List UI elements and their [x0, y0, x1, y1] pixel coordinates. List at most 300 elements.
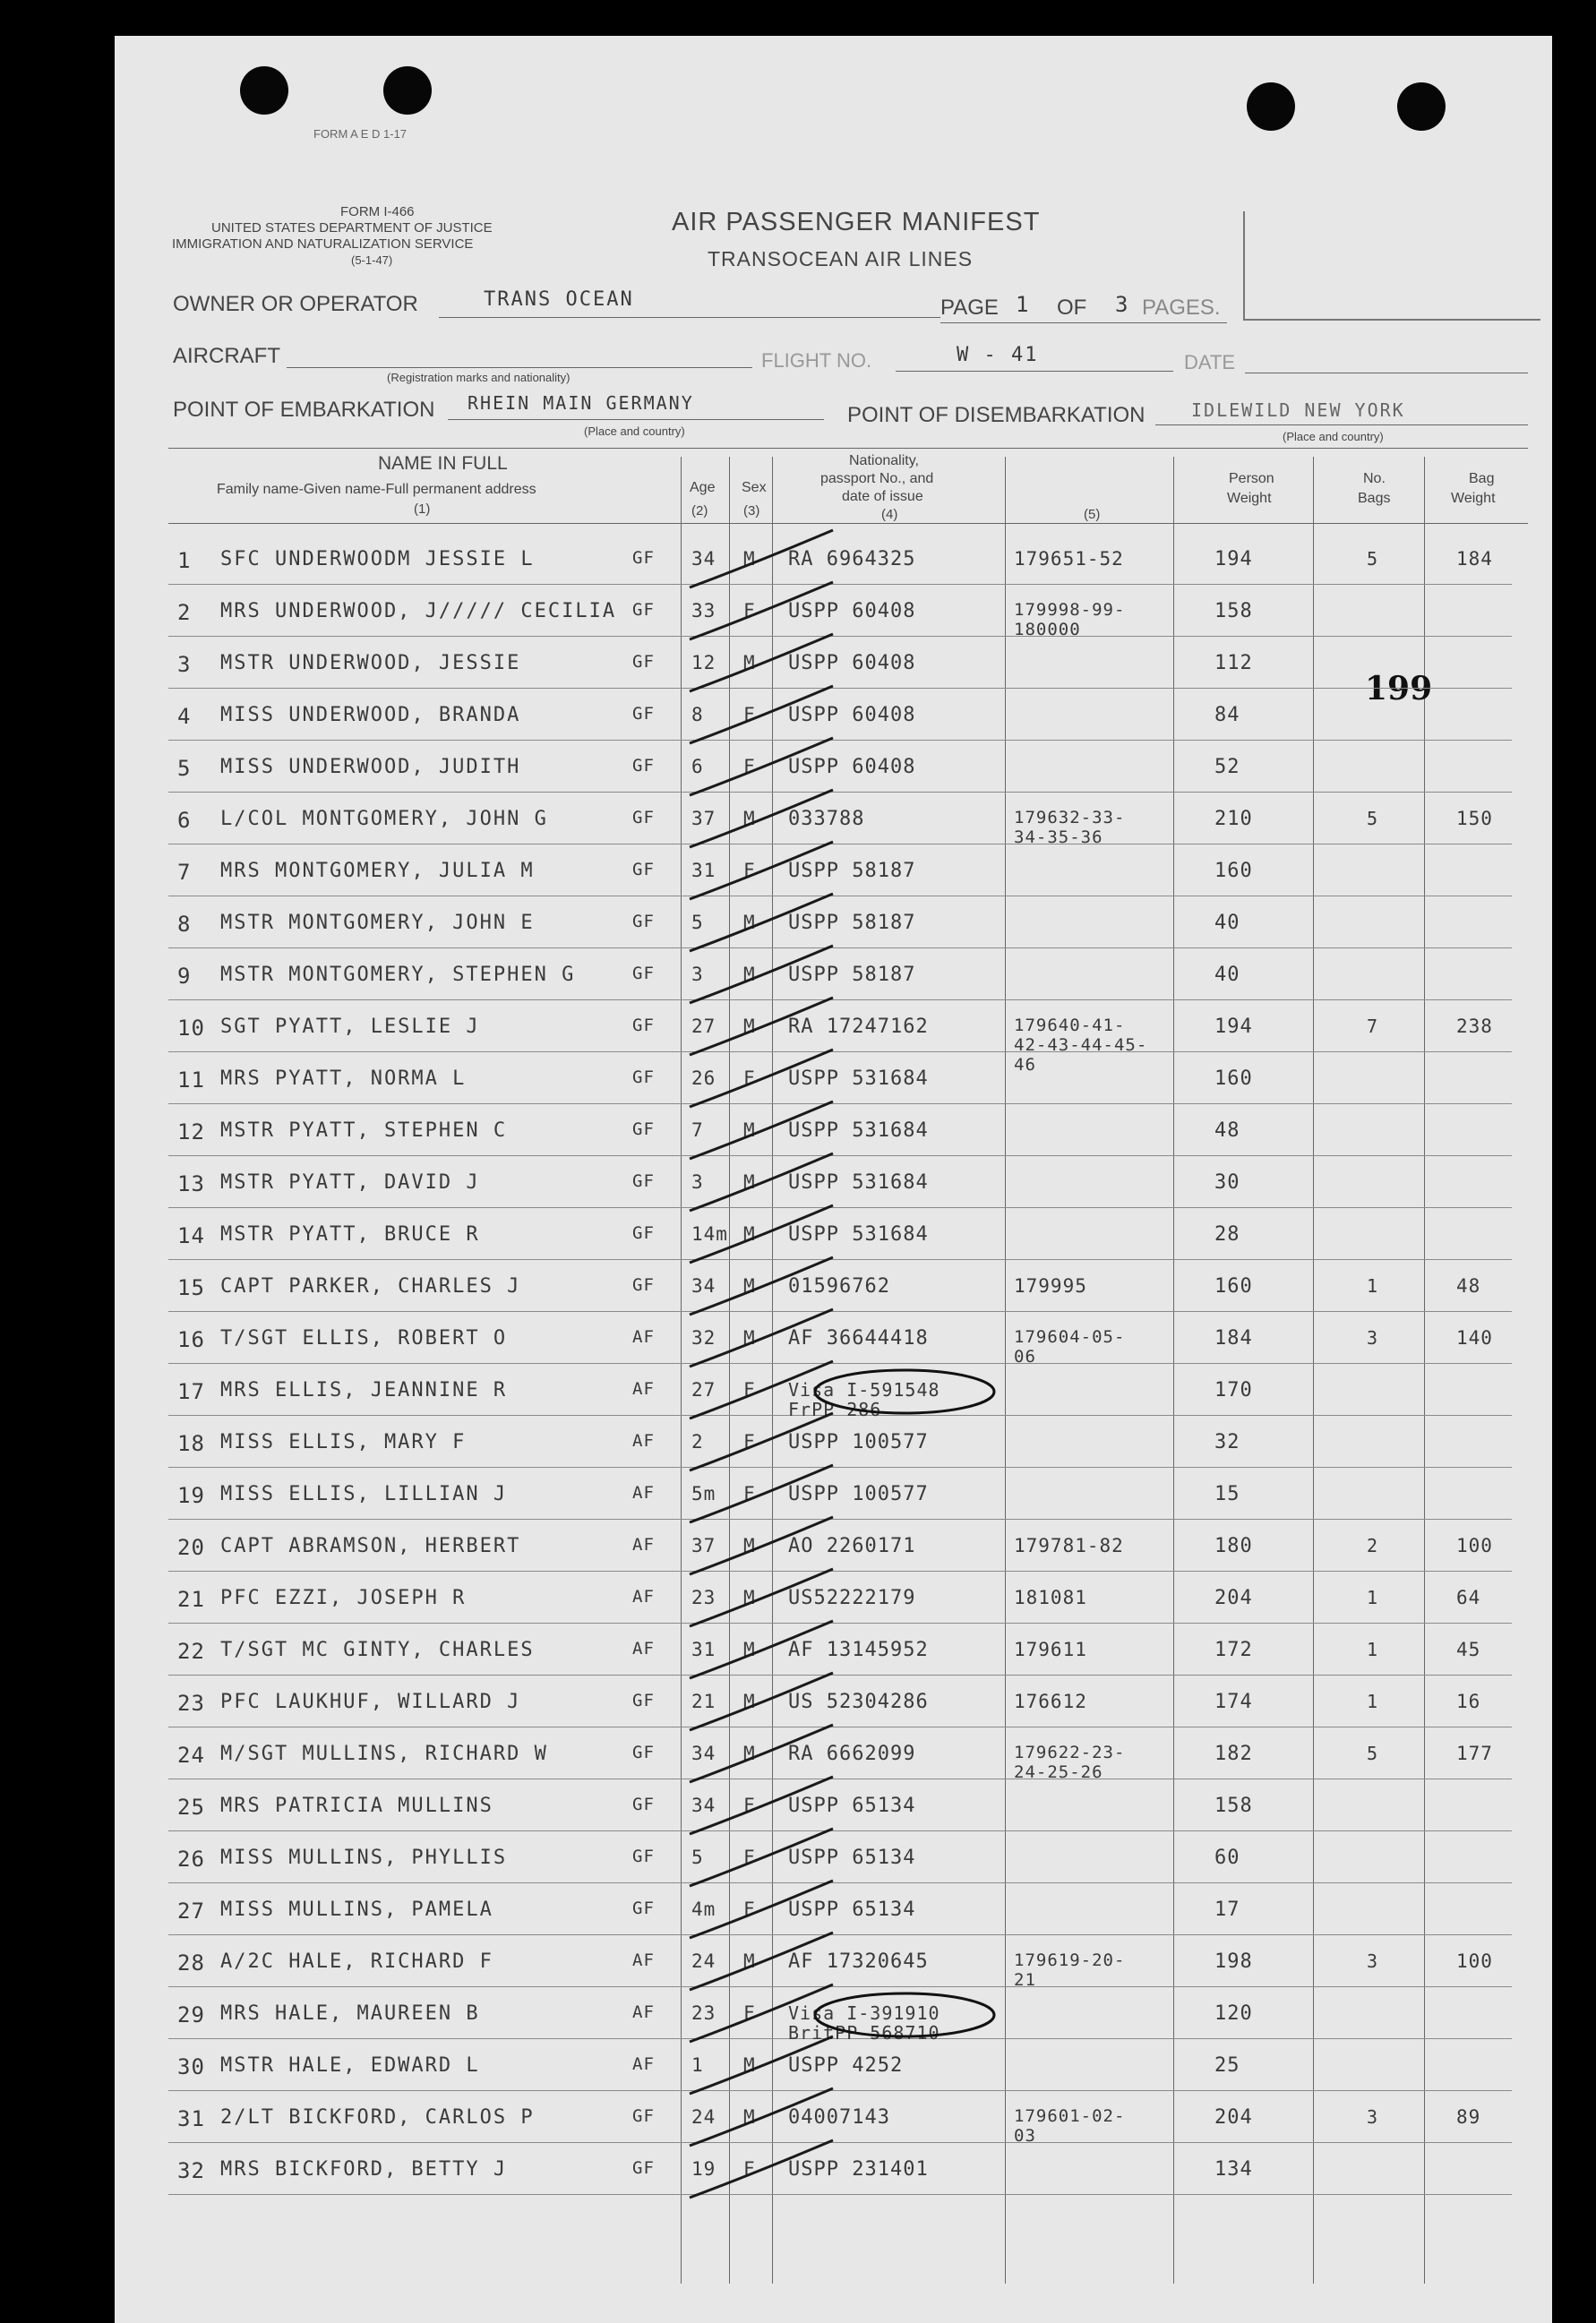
- row-number: 18: [177, 1431, 205, 1456]
- ticket-number: 179651-52: [1014, 548, 1124, 570]
- passenger-age: 23: [691, 2002, 716, 2024]
- flight-label: FLIGHT NO.: [761, 349, 872, 372]
- bag-weight: 100: [1456, 1535, 1493, 1556]
- passenger-age: 37: [691, 808, 716, 829]
- passenger-name: PFC LAUKHUF, WILLARD J: [220, 1691, 521, 1713]
- bag-count: 1: [1367, 1587, 1379, 1608]
- bag-weight: 16: [1456, 1691, 1481, 1712]
- bag-count: 1: [1367, 1275, 1379, 1297]
- row-number: 2: [177, 600, 192, 625]
- passenger-name: SFC UNDERWOODM JESSIE L: [220, 548, 535, 570]
- form-number: FORM I-466: [340, 204, 415, 219]
- passport-number: USPP 4252: [788, 2054, 904, 2077]
- date-label: DATE: [1184, 351, 1236, 373]
- passenger-age: 3: [691, 964, 704, 985]
- col-nat-1: Nationality,: [849, 453, 919, 468]
- passport-number: USPP 60408: [788, 652, 916, 674]
- col-person-weight-2: Weight: [1227, 491, 1272, 506]
- row-number: 12: [177, 1119, 205, 1144]
- bag-count: 2: [1367, 1535, 1379, 1556]
- bag-count: 1: [1367, 1691, 1379, 1712]
- ticket-number: 179632-33-: [1014, 808, 1126, 827]
- col-name-title: NAME IN FULL: [378, 453, 508, 474]
- passport-number: USPP 531684: [788, 1119, 929, 1142]
- person-weight: 28: [1214, 1223, 1240, 1246]
- bag-count: 5: [1367, 1743, 1379, 1764]
- row-number: 25: [177, 1795, 205, 1820]
- person-weight: 194: [1214, 548, 1253, 570]
- passenger-name: 2/LT BICKFORD, CARLOS P: [220, 2106, 535, 2129]
- passenger-age: 14m: [691, 1223, 728, 1245]
- passenger-age: 24: [691, 2106, 716, 2128]
- passport-number: BritPP 568710: [788, 2022, 940, 2044]
- person-weight: 204: [1214, 1587, 1253, 1609]
- passport-number: RA 6964325: [788, 548, 916, 570]
- of-label: OF: [1057, 296, 1087, 320]
- passenger-sex: M: [743, 1275, 756, 1297]
- group-code: AF: [632, 1587, 655, 1607]
- row-number: 32: [177, 2158, 205, 2183]
- pen-strike: [690, 1881, 833, 1938]
- ticket-number: 34-35-36: [1014, 827, 1103, 847]
- passenger-age: 27: [691, 1016, 716, 1037]
- passenger-sex: M: [743, 1743, 756, 1764]
- passport-number: USPP 60408: [788, 704, 916, 726]
- person-weight: 160: [1214, 1275, 1253, 1298]
- pen-strike: [690, 1257, 833, 1315]
- group-code: GF: [632, 1899, 655, 1918]
- row-number: 7: [177, 860, 192, 885]
- row-number: 6: [177, 808, 192, 833]
- passenger-age: 32: [691, 1327, 716, 1349]
- group-code: GF: [632, 1067, 655, 1087]
- passenger-name: L/COL MONTGOMERY, JOHN G: [220, 808, 548, 830]
- passenger-name: MSTR PYATT, BRUCE R: [220, 1223, 480, 1246]
- passenger-name: MSTR MONTGOMERY, JOHN E: [220, 912, 535, 934]
- person-weight: 160: [1214, 1067, 1253, 1090]
- person-weight: 48: [1214, 1119, 1240, 1142]
- row-number: 5: [177, 756, 192, 781]
- ticket-number: 179604-05-: [1014, 1327, 1126, 1347]
- passport-number: USPP 60408: [788, 756, 916, 778]
- pen-strike: [690, 634, 833, 691]
- row-number: 14: [177, 1223, 205, 1248]
- person-weight: 112: [1214, 652, 1253, 674]
- person-weight: 172: [1214, 1639, 1253, 1661]
- passport-number: USPP 100577: [788, 1431, 929, 1453]
- group-code: AF: [632, 1483, 655, 1503]
- passenger-name: MISS UNDERWOOD, BRANDA: [220, 704, 521, 726]
- passenger-sex: M: [743, 1950, 756, 1972]
- pen-strike: [690, 2036, 833, 2094]
- col-name-sub: Family name-Given name-Full permanent address: [217, 482, 536, 497]
- ticket-number: 21: [1014, 1970, 1036, 1990]
- pen-strike: [690, 2088, 833, 2146]
- passenger-name: MSTR MONTGOMERY, STEPHEN G: [220, 964, 576, 986]
- flight-value: W - 41: [957, 344, 1039, 366]
- person-weight: 184: [1214, 1327, 1253, 1350]
- passenger-name: MSTR PYATT, STEPHEN C: [220, 1119, 508, 1142]
- ticket-number: 03: [1014, 2126, 1036, 2146]
- passenger-sex: F: [743, 1067, 756, 1089]
- pen-strike: [690, 842, 833, 899]
- col-nat-3: date of issue: [842, 489, 923, 504]
- passenger-sex: M: [743, 1587, 756, 1608]
- page-value: 1: [1016, 292, 1031, 317]
- bag-count: 5: [1367, 548, 1379, 570]
- pen-strike: [690, 998, 833, 1055]
- bag-weight: 177: [1456, 1743, 1493, 1764]
- passenger-age: 34: [691, 1743, 716, 1764]
- passenger-age: 7: [691, 1119, 704, 1141]
- row-number: 17: [177, 1379, 205, 1404]
- passenger-age: 33: [691, 600, 716, 621]
- ticket-number: 180000: [1014, 620, 1081, 639]
- col-age: Age: [690, 480, 716, 495]
- person-weight: 158: [1214, 600, 1253, 622]
- page-title: AIR PASSENGER MANIFEST: [672, 208, 1041, 236]
- person-weight: 120: [1214, 2002, 1253, 2025]
- passenger-sex: M: [743, 1016, 756, 1037]
- passenger-age: 31: [691, 1639, 716, 1660]
- group-code: GF: [632, 912, 655, 931]
- col-sex: Sex: [742, 480, 767, 495]
- passenger-sex: M: [743, 1171, 756, 1193]
- pen-strike: [690, 1569, 833, 1626]
- of-value: 3: [1115, 292, 1130, 317]
- col-nat-2: passport No., and: [820, 471, 934, 486]
- person-weight: 30: [1214, 1171, 1240, 1194]
- page-label: PAGE: [940, 296, 999, 320]
- bag-count: 5: [1367, 808, 1379, 829]
- passenger-name: MRS PYATT, NORMA L: [220, 1067, 467, 1090]
- row-number: 8: [177, 912, 192, 937]
- pen-strike: [690, 1673, 833, 1730]
- embark-value: RHEIN MAIN GERMANY: [468, 392, 694, 414]
- passenger-name: M/SGT MULLINS, RICHARD W: [220, 1743, 548, 1765]
- pen-strike: [690, 1621, 833, 1678]
- passenger-name: PFC EZZI, JOSEPH R: [220, 1587, 467, 1609]
- passenger-name: T/SGT ELLIS, ROBERT O: [220, 1327, 508, 1350]
- passenger-age: 19: [691, 2158, 716, 2180]
- passport-number: USPP 531684: [788, 1171, 929, 1194]
- pen-strike: [690, 1984, 833, 2042]
- ticket-number: 179622-23-: [1014, 1743, 1126, 1762]
- pen-strike: [690, 1205, 833, 1263]
- passport-number: AO 2260171: [788, 1535, 916, 1557]
- pen-strike: [690, 1153, 833, 1211]
- ticket-number: 181081: [1014, 1587, 1087, 1608]
- passenger-sex: M: [743, 964, 756, 985]
- group-code: GF: [632, 548, 655, 568]
- passenger-age: 5: [691, 1847, 704, 1868]
- pen-strike: [690, 790, 833, 847]
- ticket-number: 24-25-26: [1014, 1762, 1103, 1782]
- ticket-number: 179995: [1014, 1275, 1087, 1297]
- passport-number: AF 36644418: [788, 1327, 929, 1350]
- passenger-sex: F: [743, 1847, 756, 1868]
- col-sex-num: (3): [743, 503, 760, 519]
- passenger-name: MSTR UNDERWOOD, JESSIE: [220, 652, 521, 674]
- passport-number: 033788: [788, 808, 865, 830]
- passenger-sex: F: [743, 1431, 756, 1453]
- passenger-age: 2: [691, 1431, 704, 1453]
- bag-weight: 184: [1456, 548, 1493, 570]
- row-number: 21: [177, 1587, 205, 1612]
- pen-strike: [690, 1050, 833, 1107]
- passenger-sex: F: [743, 1899, 756, 1920]
- row-number: 29: [177, 2002, 205, 2027]
- form-date: (5-1-47): [351, 253, 393, 267]
- ticket-number: 176612: [1014, 1691, 1087, 1712]
- person-weight: 182: [1214, 1743, 1253, 1765]
- row-number: 23: [177, 1691, 205, 1716]
- passenger-name: MISS ELLIS, MARY F: [220, 1431, 467, 1453]
- passenger-age: 1: [691, 2054, 704, 2076]
- passenger-age: 27: [691, 1379, 716, 1401]
- group-code: AF: [632, 2054, 655, 2074]
- row-number: 20: [177, 1535, 205, 1560]
- group-code: AF: [632, 1639, 655, 1659]
- group-code: GF: [632, 652, 655, 672]
- agency-line-2: IMMIGRATION AND NATURALIZATION SERVICE: [172, 236, 474, 252]
- passenger-name: MRS MONTGOMERY, JULIA M: [220, 860, 535, 882]
- passport-number: US 52304286: [788, 1691, 929, 1713]
- passenger-sex: M: [743, 1327, 756, 1349]
- group-code: GF: [632, 704, 655, 724]
- row-number: 11: [177, 1067, 205, 1093]
- pen-strike: [690, 1829, 833, 1886]
- person-weight: 15: [1214, 1483, 1240, 1505]
- disembark-value: IDLEWILD NEW YORK: [1191, 399, 1405, 421]
- group-code: GF: [632, 1171, 655, 1191]
- passenger-age: 4m: [691, 1899, 716, 1920]
- passport-number: 01596762: [788, 1275, 890, 1298]
- passenger-age: 3: [691, 1171, 704, 1193]
- row-number: 28: [177, 1950, 205, 1976]
- row-number: 13: [177, 1171, 205, 1196]
- row-number: 1: [177, 548, 192, 573]
- row-number: 31: [177, 2106, 205, 2131]
- bag-count: 7: [1367, 1016, 1379, 1037]
- person-weight: 198: [1214, 1950, 1253, 1973]
- col-bags-2: Bags: [1358, 491, 1391, 506]
- passenger-sex: F: [743, 704, 756, 725]
- passenger-name: MRS PATRICIA MULLINS: [220, 1795, 493, 1817]
- row-number: 16: [177, 1327, 205, 1352]
- row-number: 24: [177, 1743, 205, 1768]
- bag-weight: 89: [1456, 2106, 1481, 2128]
- row-number: 22: [177, 1639, 205, 1664]
- bag-weight: 100: [1456, 1950, 1493, 1972]
- group-code: GF: [632, 964, 655, 983]
- col-bag-weight-1: Bag: [1469, 471, 1495, 486]
- pen-strike: [690, 530, 833, 587]
- passenger-sex: F: [743, 600, 756, 621]
- passport-number: AF 17320645: [788, 1950, 929, 1973]
- visa-circle-mark: [815, 1993, 994, 2036]
- passenger-sex: M: [743, 1223, 756, 1245]
- passenger-sex: M: [743, 2054, 756, 2076]
- passenger-age: 31: [691, 860, 716, 881]
- person-weight: 40: [1214, 964, 1240, 986]
- passenger-age: 37: [691, 1535, 716, 1556]
- form-top-code: FORM A E D 1-17: [313, 127, 408, 141]
- passenger-sex: M: [743, 1535, 756, 1556]
- passport-number: USPP 58187: [788, 964, 916, 986]
- ticket-number: 06: [1014, 1347, 1036, 1367]
- col-nat-num: (4): [881, 507, 898, 522]
- pen-strike: [690, 1725, 833, 1782]
- row-number: 19: [177, 1483, 205, 1508]
- bag-count: 3: [1367, 1950, 1379, 1972]
- passenger-name: MRS HALE, MAUREEN B: [220, 2002, 480, 2025]
- stamp-number: 199: [1365, 670, 1433, 707]
- passenger-age: 34: [691, 1275, 716, 1297]
- group-code: GF: [632, 2106, 655, 2126]
- bag-weight: 48: [1456, 1275, 1481, 1297]
- group-code: AF: [632, 1379, 655, 1399]
- person-weight: 32: [1214, 1431, 1240, 1453]
- person-weight: 158: [1214, 1795, 1253, 1817]
- person-weight: 60: [1214, 1847, 1240, 1869]
- row-number: 9: [177, 964, 192, 989]
- airline-name: TRANSOCEAN AIR LINES: [708, 247, 974, 270]
- pen-strike: [690, 686, 833, 743]
- group-code: AF: [632, 1327, 655, 1347]
- visa-circle-mark: [815, 1370, 994, 1413]
- col-age-num: (2): [691, 503, 708, 519]
- passenger-age: 34: [691, 1795, 716, 1816]
- col-bags-1: No.: [1363, 471, 1386, 486]
- group-code: GF: [632, 1223, 655, 1243]
- passenger-name: MSTR HALE, EDWARD L: [220, 2054, 480, 2077]
- bag-weight: 140: [1456, 1327, 1493, 1349]
- passenger-name: A/2C HALE, RICHARD F: [220, 1950, 493, 1973]
- ticket-number: 179781-82: [1014, 1535, 1124, 1556]
- passenger-name: SGT PYATT, LESLIE J: [220, 1016, 480, 1038]
- owner-label: OWNER OR OPERATOR: [173, 292, 418, 316]
- person-weight: 170: [1214, 1379, 1253, 1402]
- row-number: 10: [177, 1016, 205, 1041]
- bag-count: 1: [1367, 1639, 1379, 1660]
- passenger-name: MISS ELLIS, LILLIAN J: [220, 1483, 508, 1505]
- aircraft-note: (Registration marks and nationality): [387, 371, 571, 384]
- passenger-name: MISS UNDERWOOD, JUDITH: [220, 756, 521, 778]
- row-number: 26: [177, 1847, 205, 1872]
- bag-count: 3: [1367, 2106, 1379, 2128]
- passenger-age: 6: [691, 756, 704, 777]
- passenger-name: T/SGT MC GINTY, CHARLES: [220, 1639, 535, 1661]
- bag-weight: 238: [1456, 1016, 1493, 1037]
- passport-number: USPP 100577: [788, 1483, 929, 1505]
- passport-number: AF 13145952: [788, 1639, 929, 1661]
- passport-number: USPP 58187: [788, 912, 916, 934]
- group-code: GF: [632, 860, 655, 879]
- ticket-number: 179619-20-: [1014, 1950, 1126, 1970]
- passenger-sex: F: [743, 2002, 756, 2024]
- passport-number: 04007143: [788, 2106, 890, 2129]
- passport-number: USPP 65134: [788, 1899, 916, 1921]
- passport-number: Visa I-591548: [788, 1379, 940, 1401]
- group-code: GF: [632, 756, 655, 776]
- passport-number: FrPP 286: [788, 1399, 882, 1420]
- passport-number: Visa I-391910: [788, 2002, 940, 2024]
- pen-strike: [690, 1361, 833, 1419]
- person-weight: 134: [1214, 2158, 1253, 2181]
- person-weight: 194: [1214, 1016, 1253, 1038]
- pen-strike: [690, 1309, 833, 1367]
- ticket-number: 179640-41-: [1014, 1016, 1126, 1035]
- passport-number: USPP 531684: [788, 1067, 929, 1090]
- passenger-name: MRS UNDERWOOD, J///// CECILIA: [220, 600, 617, 622]
- pen-strike: [690, 738, 833, 795]
- person-weight: 40: [1214, 912, 1240, 934]
- group-code: AF: [632, 2002, 655, 2022]
- passenger-name: CAPT ABRAMSON, HERBERT: [220, 1535, 521, 1557]
- passenger-sex: F: [743, 756, 756, 777]
- embark-label: POINT OF EMBARKATION: [173, 398, 435, 422]
- passenger-age: 5m: [691, 1483, 716, 1504]
- passenger-sex: M: [743, 548, 756, 570]
- group-code: GF: [632, 1743, 655, 1762]
- pen-strike: [690, 894, 833, 951]
- pen-strike: [690, 1413, 833, 1470]
- passenger-sex: F: [743, 1483, 756, 1504]
- group-code: GF: [632, 1847, 655, 1866]
- passenger-sex: F: [743, 1379, 756, 1401]
- disembark-note: (Place and country): [1283, 430, 1384, 443]
- passenger-name: MRS ELLIS, JEANNINE R: [220, 1379, 508, 1402]
- person-weight: 25: [1214, 2054, 1240, 2077]
- passport-number: RA 6662099: [788, 1743, 916, 1765]
- row-number: 30: [177, 2054, 205, 2079]
- col-person-weight-1: Person: [1229, 471, 1274, 486]
- ticket-number: 179601-02-: [1014, 2106, 1126, 2126]
- passenger-sex: F: [743, 1795, 756, 1816]
- disembark-label: POINT OF DISEMBARKATION: [847, 403, 1146, 427]
- passenger-sex: M: [743, 1119, 756, 1141]
- ticket-number: 179998-99-: [1014, 600, 1126, 620]
- group-code: GF: [632, 1795, 655, 1814]
- bag-count: 3: [1367, 1327, 1379, 1349]
- bag-weight: 64: [1456, 1587, 1481, 1608]
- ticket-number: 179611: [1014, 1639, 1087, 1660]
- passenger-sex: M: [743, 808, 756, 829]
- passport-number: USPP 58187: [788, 860, 916, 882]
- passport-number: USPP 231401: [788, 2158, 929, 2181]
- passport-number: USPP 60408: [788, 600, 916, 622]
- passenger-sex: M: [743, 1691, 756, 1712]
- pen-strike: [690, 1465, 833, 1522]
- pen-strike: [690, 946, 833, 1003]
- person-weight: 174: [1214, 1691, 1253, 1713]
- person-weight: 180: [1214, 1535, 1253, 1557]
- passenger-sex: M: [743, 652, 756, 673]
- pages-label: PAGES.: [1142, 296, 1221, 320]
- passport-number: USPP 65134: [788, 1795, 916, 1817]
- col-name-num: (1): [414, 501, 431, 517]
- row-number: 27: [177, 1899, 205, 1924]
- passenger-age: 23: [691, 1587, 716, 1608]
- ticket-number: 46: [1014, 1055, 1036, 1075]
- passenger-name: MISS MULLINS, PHYLLIS: [220, 1847, 508, 1869]
- group-code: GF: [632, 1275, 655, 1295]
- passenger-sex: M: [743, 2106, 756, 2128]
- pen-strike: [690, 1933, 833, 1990]
- passenger-age: 5: [691, 912, 704, 933]
- person-weight: 204: [1214, 2106, 1253, 2129]
